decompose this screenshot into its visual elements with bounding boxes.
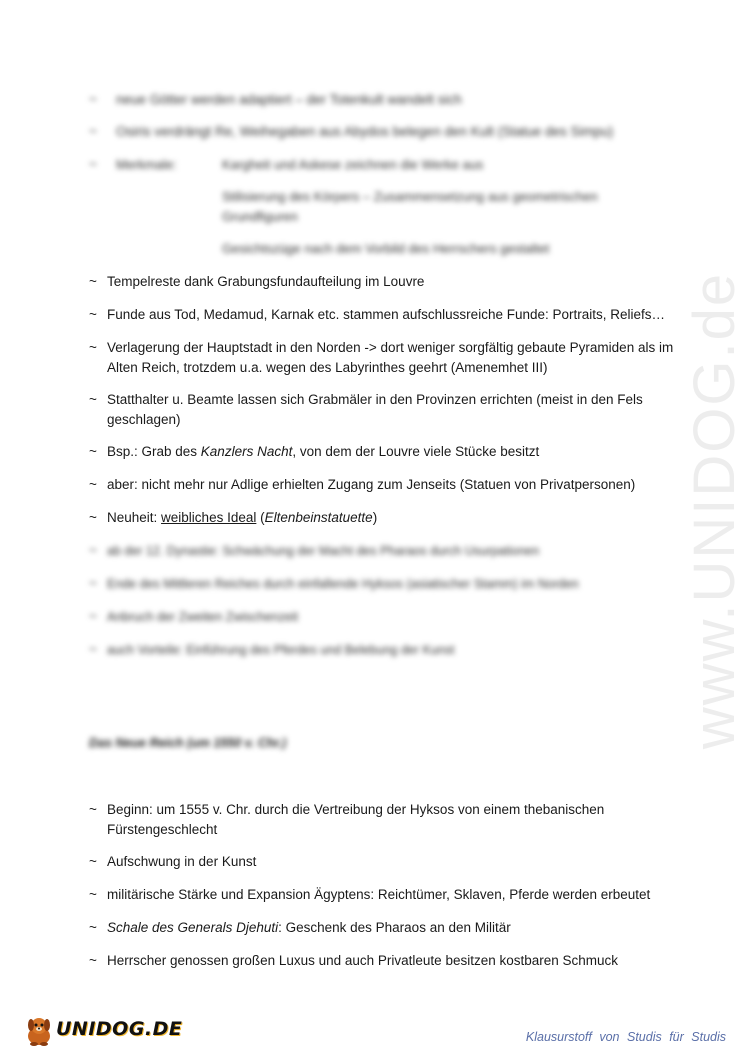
text-run: : Geschenk des Pharaos an den Militär (278, 920, 511, 935)
section-heading: Das Neue Reich (um 1550 v. Chr.) (89, 736, 287, 750)
list-item (107, 442, 667, 462)
bullet: ~ (89, 444, 97, 459)
list-item-line: Verlagerung der Hauptstadt in den Norden -> dort weniger sorgfältig gebaute Pyramiden als im (107, 340, 674, 355)
bullet: ~ (89, 307, 97, 322)
text-run: ) (372, 510, 378, 525)
bullet: ~ (89, 609, 97, 624)
list-item-line: Beginn: um 1555 v. Chr. durch die Vertreibung der Hyksos von einem thebanischen (107, 802, 605, 817)
list-item: ab der 12. Dynastie: Schwächung der Macht des Pharaos durch Usurpationen (107, 544, 540, 558)
bullet: ~ (89, 340, 97, 355)
bullet: ~ (89, 274, 97, 289)
dog-mascot-icon (22, 1014, 56, 1048)
emphasis-text: Eltenbeinstatuette (264, 510, 373, 525)
bullet: ~ (89, 953, 97, 968)
unidog-logo (22, 1014, 183, 1048)
list-item: auch Vorteile: Einführung des Pferdes und Belebung der Kunst (107, 643, 455, 657)
bullet: ~ (89, 642, 97, 657)
list-item: aber: nicht mehr nur Adlige erhielten Zugang zum Jenseits (Statuen von Privatpersonen) (107, 477, 636, 492)
logo-wordmark: UNIDOG.DE (56, 1018, 183, 1040)
bullet: ~ (89, 157, 97, 172)
list-item (107, 508, 667, 528)
bullet: ~ (89, 920, 97, 935)
bullet: ~ (89, 887, 97, 902)
merkmale-value: Stilisierung des Körpers – Zusammensetzung aus geometrischen Grundfiguren (222, 189, 598, 224)
bullet: ~ (89, 477, 97, 492)
merkmale-value: Gesichtszüge nach dem Vorbild des Herrschers gestaltet (222, 241, 550, 256)
bullet: ~ (89, 543, 97, 558)
list-item: neue Götter werden adaptiert – der Totenkult wandelt sich (116, 92, 462, 107)
bullet: ~ (89, 854, 97, 869)
bullet: ~ (89, 510, 97, 525)
bullet: ~ (89, 392, 97, 407)
watermark (660, 271, 750, 749)
list-item: Ende des Mittleren Reiches durch einfallende Hyksos (asiatischer Stamm) im Norden (107, 577, 579, 591)
bullet: ~ (89, 576, 97, 591)
bullet: ~ (89, 92, 97, 107)
text-run: Neuheit: (107, 510, 162, 525)
list-item: Anbruch der Zweiten Zwischenzeit (107, 610, 299, 624)
watermark-text: www.UNIDOG.de (682, 271, 748, 749)
list-item: Funde aus Tod, Medamud, Karnak etc. stammen aufschlussreiche Funde: Portraits, Reliefs… (107, 307, 666, 322)
list-item-line: Statthalter u. Beamte lassen sich Grabmäler in den Provinzen errichten (meist in den Fels (107, 392, 643, 407)
list-item: Herrscher genossen großen Luxus und auch Privatleute besitzen kostbaren Schmuck (107, 953, 619, 968)
list-item (107, 918, 667, 938)
emphasis-text: Kanzlers Nacht (200, 444, 293, 459)
list-item: Aufschwung in der Kunst (107, 854, 257, 869)
list-item-line: Fürstengeschlecht (107, 822, 218, 837)
list-item-line: geschlagen) (107, 412, 181, 427)
underlined-text: weibliches Ideal (161, 510, 257, 525)
list-item: Tempelreste dank Grabungsfundaufteilung im Louvre (107, 274, 425, 289)
list-item-line: Alten Reich, trotzdem u.a. wegen des Labyrinthes geehrt (Amenemhet III) (107, 360, 548, 375)
list-item: militärische Stärke und Expansion Ägyptens: Reichtümer, Sklaven, Pferde werden erbeutet (107, 887, 651, 902)
footer-slogan: Klausurstoff von Studis für Studis (525, 1030, 726, 1044)
text-run: Bsp.: Grab des (107, 444, 201, 459)
list-item: Osiris verdrängt Re, Weihegaben aus Abydos belegen den Kult (Statue des Simpu) (116, 124, 614, 139)
text-run: ( (256, 510, 265, 525)
merkmale-value: Kargheit und Askese zeichnen die Werke aus (222, 157, 484, 172)
emphasis-text: Schale des Generals Djehuti (107, 920, 279, 935)
merkmale-label: Merkmale: (116, 157, 177, 172)
bullet: ~ (89, 802, 97, 817)
text-run: , von dem der Louvre viele Stücke besitzt (292, 444, 540, 459)
bullet: ~ (89, 124, 97, 139)
